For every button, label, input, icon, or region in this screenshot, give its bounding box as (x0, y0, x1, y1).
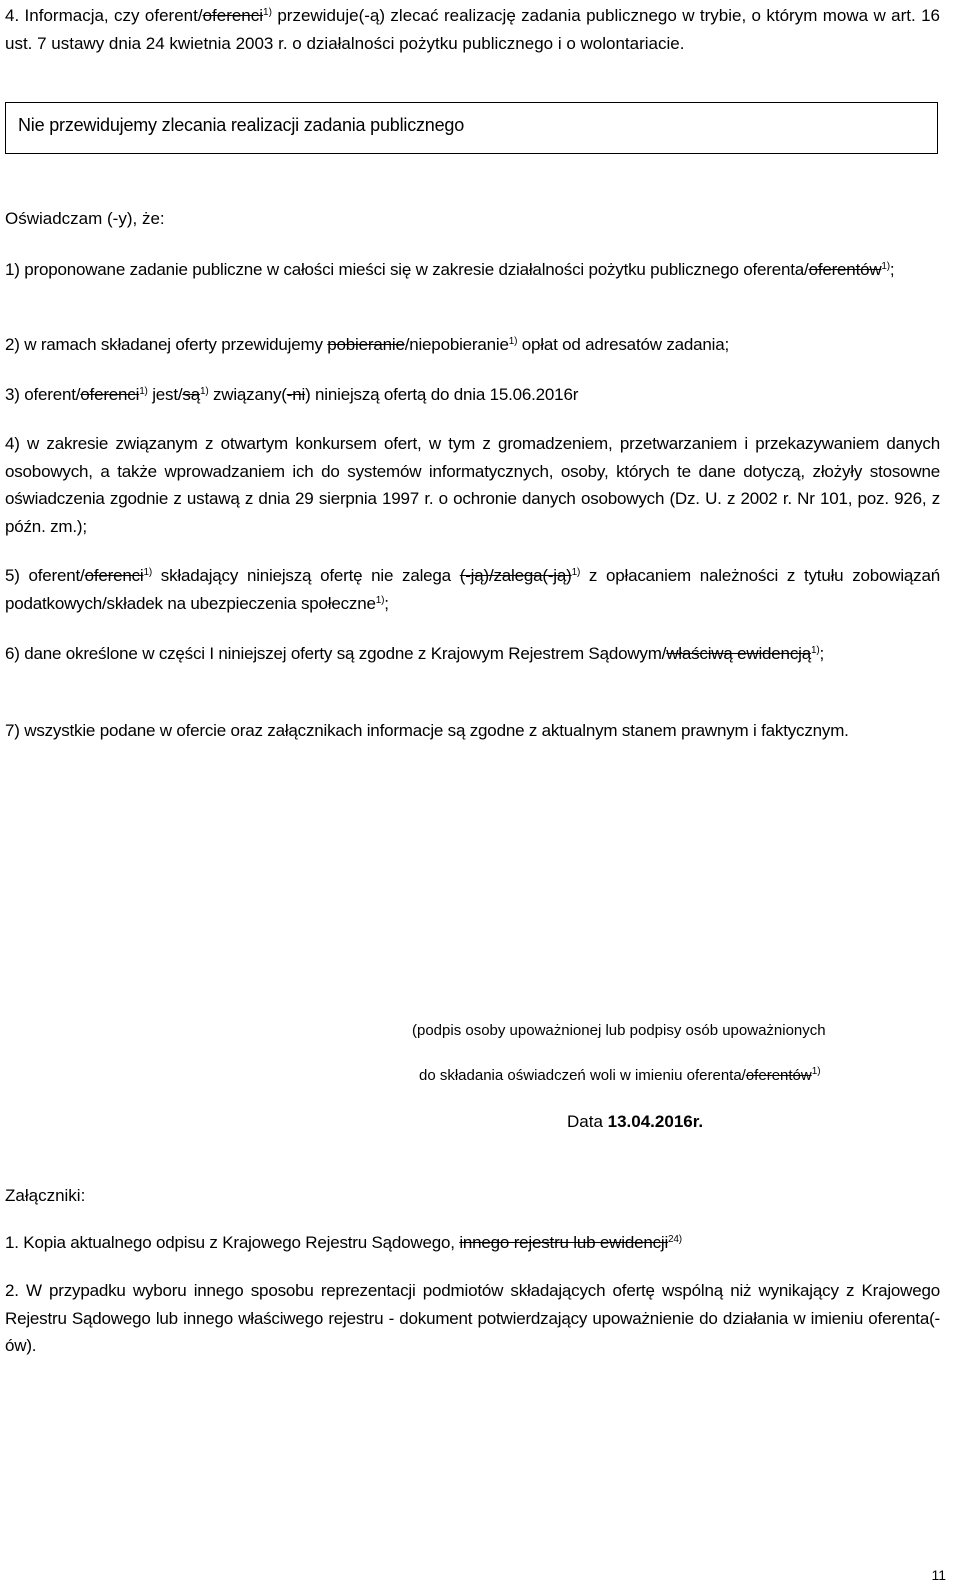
date-line: Data 13.04.2016r. (567, 1112, 704, 1131)
signature-caption-line1: (podpis osoby upoważnionej lub podpisy osób upoważnionych (412, 1022, 826, 1039)
page-number: 11 (931, 1567, 946, 1583)
declaration-item-5: 5) oferent/oferenci$^{1)}$ składający niniejszą ofertę nie zalega (-ją)/zalega(-ją)$^{1)}$ z opłacaniem należności z tytułu zobowiązań podatkowych/składek na ubezpieczenia społeczne$^{1)}$; (5, 566, 940, 613)
signature-caption-line2: do składania oświadczeń woli w imieniu oferenta/oferentów$^{1)}$ (419, 1066, 821, 1084)
declaration-item-4: 4) w zakresie związanym z otwartym konkursem ofert, w tym z gromadzeniem, przetwarzaniem i przekazywaniem danych osobowych, a także wprowadzaniem ich do systemów informatycznych, osoby, których te dane dotyczą, złożyły stosowne oświadczenia zgodnie z ustawą z dnia 29 sierpnia 1997 r. o ochronie danych osobowych (Dz. U. z 2002 r. Nr 101, poz. 926, z późn. zm.); (5, 434, 940, 536)
answer-box (5, 102, 938, 154)
declaration-item-2: 2) w ramach składanej oferty przewidujemy pobieranie/niepobieranie$^{1)}$ opłat od adresatów zadania; (5, 335, 729, 354)
section4-paragraph: 4. Informacja, czy oferent/oferenci$^{1)}$ przewiduje(-ą) zlecać realizację zadania publicznego w trybie, o którym mowa w art. 16 ust. 7 ustawy dnia 24 kwietnia 2003 r. o działalności pożytku publicznego i o wolontariacie. (5, 6, 940, 53)
declaration-item-3: 3) oferent/oferenci$^{1)}$ jest/$są^{1)}$ związany(-ni) niniejszą ofertą do dnia 15.06.2016r (5, 385, 579, 404)
attachments-heading: Załączniki: (5, 1186, 86, 1205)
declaration-item-6: 6) dane określone w części I niniejszej oferty są zgodne z Krajowym Rejestrem Sądowym/właściwą ewidencją$^{1)}$; (5, 644, 824, 663)
declaration-heading: Oświadczam (-y), że: (5, 209, 165, 228)
attachment-2: 2. W przypadku wyboru innego sposobu reprezentacji podmiotów składających ofertę wspólną niż wynikający z Krajowego Rejestru Sądowego lub innego właściwego rejestru - dokument potwierdzający upoważnienie do działania w imieniu oferenta(-ów). (5, 1281, 940, 1355)
declaration-item-7: 7) wszystkie podane w ofercie oraz załącznikach informacje są zgodne z aktualnym stanem prawnym i faktycznym. (5, 721, 849, 740)
answer-box-text: Nie przewidujemy zlecania realizacji zadania publicznego (18, 115, 465, 135)
struck-text: oferenci (202, 6, 264, 25)
attachment-1: 1. Kopia aktualnego odpisu z Krajowego Rejestru Sądowego, innego rejestru lub ewidencji$^{24)}$ (5, 1233, 682, 1252)
declaration-item-1: 1) proponowane zadanie publiczne w całości mieści się w zakresie działalności pożytku publicznego oferenta/oferentów$^{1)}$; (5, 260, 895, 279)
